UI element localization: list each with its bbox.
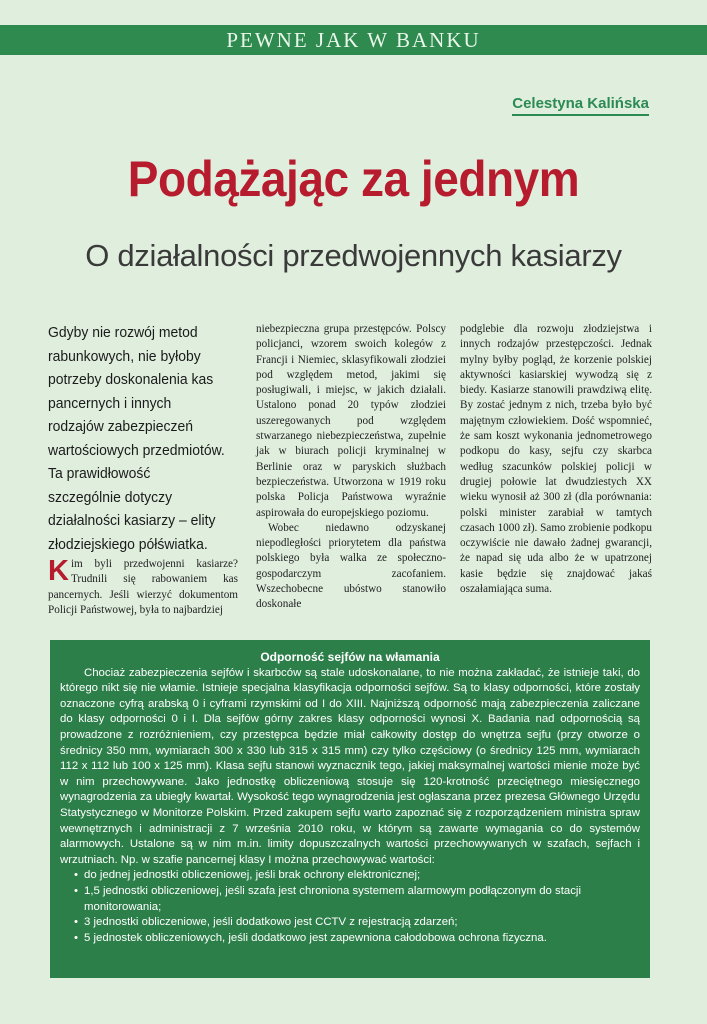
column-3-paragraph-1: podglebie dla rozwoju złodziejstwa i innych rodzajów przestępczości. Jednak mylny byłby pogląd, że korzenie polskiej aktywności kasiarskiej wywodzą się z biedy. Kasiarze stanowili prawdziwą elitę. By zostać jednym z nich, trzeba było być majętnym człowiekiem. Dość wspomnieć, że sam koszt wykonania jednometrowego podkopu do kasy, sejfu czy skarbca według szacunków polskiej policji w drugiej połowie lat dwudziestych XX wieku wynosił aż 300 zł (dla porównania: polski minister zarabiał w tamtych czasach 1000 zł). Samo zrobienie podkopu oczywiście nie dawało żadnej gwarancji, że napad się uda albo że w upatrzonej kasie będzie się znajdować jakaś oszałamiająca suma.	[460, 323, 652, 596]
column-2-paragraph-1: niebezpieczna grupa przestępców. Polscy policjanci, wzorem swoich kolegów z Francji i Niemiec, sklasyfikowali złodziei pod względem metod, jakimi się posługiwali, i miejsc, w jakich działali. Ustalono ponad 20 typów złodziei uszeregowanych pod względem stwarzanego niebezpieczeństwa, zupełnie jak w biurach policji kryminalnej w Berlinie oraz w paryskich służbach bezpieczeństwa. Utworzona w 1919 roku polska Policja Państwowa wyraźnie aspirowała do europejskiego poziomu.	[256, 323, 446, 519]
column-1-paragraph	[48, 557, 238, 618]
list-item: • 3 jednostki obliczeniowe, jeśli dodatkowo jest CCTV z rejestracją zdarzeń;	[74, 915, 640, 931]
article-author: Celestyna Kalińska	[512, 95, 649, 116]
column-2-paragraph-2: Wobec niedawno odzyskanej niepodległości priorytetem dla państwa polskiego była walka ze społeczno-gospodarczym zacofaniem. Wszechobecne ubóstwo stanowiło doskonałe	[256, 521, 446, 611]
text-column-2	[256, 322, 446, 613]
list-item: • do jednej jednostki obliczeniowej, jeśli brak ochrony elektronicznej;	[74, 868, 640, 884]
text-column-1	[48, 557, 238, 618]
sidebar-box-body: Chociaż zabezpieczenia sejfów i skarbców są stale udoskonalane, to nie można zakładać, że istnieje taki, do którego nikt się nie włamie. Istnieje specjalna klasyfikacja odporności sejfów. Są to klasy odporności, które zostały oznaczone cyfrą arabską 0 i cyframi rzymskimi od I do XIII. Najniższą odporność mają zabezpieczenia zaliczane do klasy odporności 0 i I. Dla sejfów górny zakres klasy odporności wynosi X. Badania nad odpornością są prowadzone z rozróżnieniem, czy przestępca będzie miał całkowity dostęp do wnętrza sejfu (przy otworze o średnicy 350 mm, wymiarach 300 x 330 lub 315 x 315 mm) czy tylko częściowy (o średnicy 125 mm, wymiarach 112 x 112 lub 100 x 125 mm). Klasa sejfu stanowi wyznacznik tego, jakiej maksymalnej wartości mienie może być w nim przechowywane. Jako jednostkę obliczeniową stosuje się 120-krotność przeciętnego miesięcznego wynagrodzenia za ubiegły kwartał. Wysokość tego wynagrodzenia jest ogłaszana przez prezesa Głównego Urzędu Statystycznego w Monitorze Polskim. Przed zakupem sejfu warto zapoznać się z rozporządzeniem ministra spraw wewnętrznych i administracji z 7 września 2010 roku, w którym są zawarte wymagania co do systemów alarmowych. Ustalone są w nim m.in. limity dopuszczalnych wartości przechowywanych w szafach, sejfach i wrzutniach. Np. w szafie pancernej klasy I można przechowywać wartości:	[60, 666, 640, 866]
sidebar-info-box	[50, 640, 650, 978]
sidebar-box-list	[60, 868, 640, 946]
list-item: • 5 jednostek obliczeniowych, jeśli dodatkowo jest zapewniona całodobowa ochrona fizyczna.	[74, 931, 640, 947]
list-item: • 1,5 jednostki obliczeniowej, jeśli szafa jest chroniona systemem alarmowym podłączonym do stacji monitorowania;	[74, 884, 640, 915]
text-column-3	[460, 322, 652, 597]
article-title: Podążając za jednym	[127, 151, 580, 207]
section-title: PEWNE JAK W BANKU	[226, 28, 481, 52]
article-lead: Gdyby nie rozwój metod rabunkowych, nie byłoby potrzeby doskonalenia kas pancernych i innych rodzajów zabezpieczeń wartościowych przedmiotów. Ta prawidłowość szczególnie dotyczy działalności kasiarzy – elity złodziejskiego półświatka.	[48, 324, 225, 553]
drop-cap: K	[48, 555, 69, 587]
column-1-text: im byli przedwojenni kasiarze? Trudnili się rabowaniem kas pancernych. Jeśli wierzyć dokumentom Policji Państwowej, była to najbardziej	[48, 558, 238, 616]
article-subtitle: O działalności przedwojennych kasiarzy	[85, 238, 622, 273]
sidebar-box-title: Odporność sejfów na włamania	[260, 650, 440, 664]
section-header-bar	[0, 25, 707, 55]
